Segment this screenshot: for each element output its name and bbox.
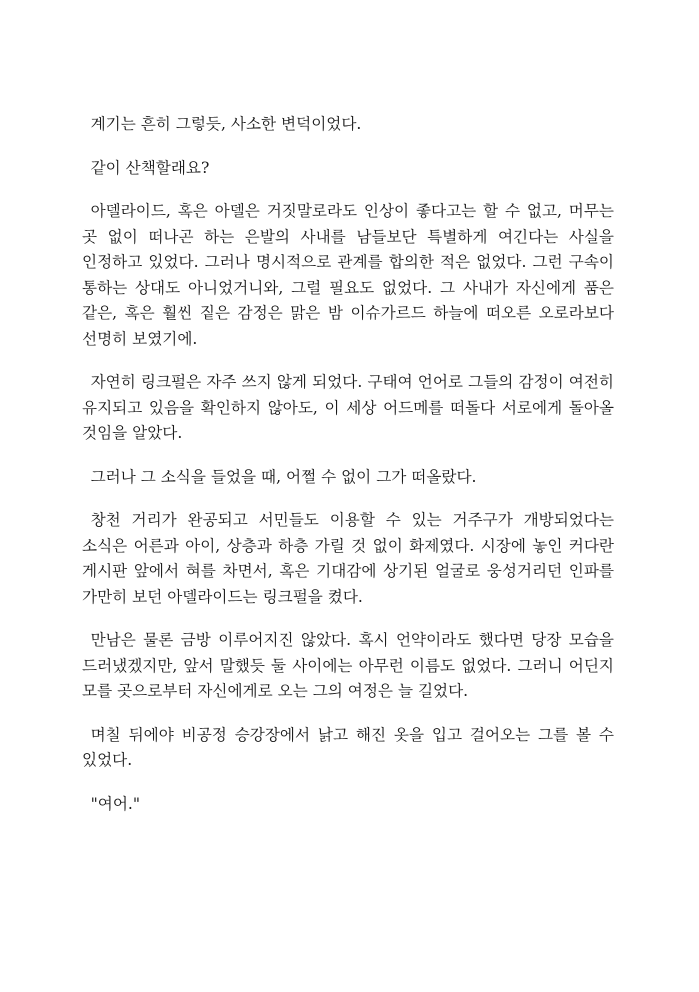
paragraph: 같이 산책할래요? <box>90 158 210 177</box>
paragraph: 자연히 링크펄은 자주 쓰지 않게 되었다. 구태여 언어로 그들의 감정이 여전히 유지되고 있음을 확인하지 않아도, 이 세상 어드메를 떠돌다 서로에게 돌아올 것임을 알았다. <box>82 373 614 442</box>
document-body <box>82 112 614 835</box>
paragraph: 계기는 흔히 그렇듯, 사소한 변덕이었다. <box>90 115 362 133</box>
paragraph: 아델라이드, 혹은 아델은 거짓말로라도 인상이 좋다고는 할 수 없고, 머무는 곳 없이 떠나곤 하는 은발의 사내를 남들보단 특별하게 여긴다는 사실을 인정하고 있었다. 그러나 명시적으로 관계를 합의한 적은 없었다. 그런 구속이 통하는 상대도 아니었거니와, 그럴 필요도 없었다. 그 사내가 자신에게 품은 같은, 혹은 훨씬 짙은 감정은 맑은 밤 이슈가르드 하늘에 떠오른 오로라보다 선명히 보였기에. <box>82 202 614 348</box>
paragraph: 며칠 뒤에야 비공정 승강장에서 낡고 해진 옷을 입고 걸어오는 그를 볼 수 있었다. <box>82 725 614 769</box>
paragraph: 만남은 물론 금방 이루어지진 않았다. 혹시 언약이라도 했다면 당장 모습을 드러냈겠지만, 앞서 말했듯 둘 사이에는 아무런 이름도 없었다. 그러니 어딘지 모를 곳으로부터 자신에게로 오는 그의 여정은 늘 길었다. <box>82 631 614 700</box>
paragraph: 그러나 그 소식을 들었을 때, 어쩔 수 없이 그가 떠올랐다. <box>90 467 477 486</box>
paragraph: "여어." <box>90 794 141 813</box>
paragraph: 창천 거리가 완공되고 서민들도 이용할 수 있는 거주구가 개방되었다는 소식은 어른과 아이, 상층과 하층 가릴 것 없이 화제였다. 시장에 놓인 커다란 게시판 앞에서 혀를 차면서, 혹은 기대감에 상기된 얼굴로 웅성거리던 인파를 가만히 보던 아델라이드는 링크펄을 켰다. <box>82 511 614 606</box>
